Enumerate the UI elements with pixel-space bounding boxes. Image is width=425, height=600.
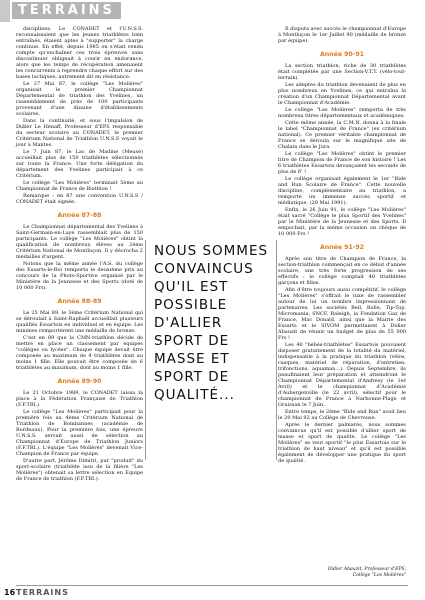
paragraph: Après son titre de Champion de France, la section-triathlon commençait en ce début d'année scolaire, une très forte progression de ses effectifs : le collège comptait 40 triathlètes garçons et filles.	[278, 256, 406, 286]
paragraph: Le 7 Juin 87, le Lac de Madine (Meuse) accueillait plus de 150 triathlètes sélectionnés sur toute la France. Une forte délégation du département des Yvelines participait à ce Critérium.	[16, 149, 143, 179]
section-heading: Année 91-92	[320, 244, 364, 251]
paragraph: Après le dernier palmarès, nous sommes convaincus qu'il est possible d'allier sport de masse et sport de qualité. Le collège "Les Molières" se veut sportif "le plus Essartois sur le triathlon de haut niveau" et qu'il est possible également de développer une pratique du sport de qualité.	[278, 422, 406, 464]
paragraph: Le 27 Mai 87, le collège "Les Molières" organisait le premier Championnat Départemental de triathlon des Yvelines, un rassemblement de près de 100 participants provenant d'une dizaine d'établissements scolaires.	[16, 81, 143, 117]
paragraph: Le collège "Les Molières" participait pour la première fois au 4ème Critérium National de Triathlon de Bombannes (académie de Bordeaux). Pour la première fois, une épreuve U.N.S.S. servait aussi de sélection au Championnat d'Europe de Triathlon Juniors (F.F.TRI.). L'équipe "Les Molières" devenait Vice-Champion de France par équipe.	[16, 409, 143, 457]
paragraph: Entre temps, le 2ème "Ride and Run" avait lieu le 20 Mai 92 au Collège de Chevreuse.	[278, 409, 406, 421]
page-header	[0, 0, 425, 22]
paragraph: Enfin, le 26 Juin 91, le collège "Les Molières" était sacré "Collège le plus Sportif des Yvelines" par le Ministère de la Jeunesse et des Sports. Il empochait, par la même occasion un chèque de 10 000 Frs !	[278, 207, 406, 237]
paragraph: Le collège organisait également le 1er "Ride and Run Scolaire de France". Cette nouvelle discipline, complémentaire au triathlon, a remporté un immense succès sportif et médiatique. (29 Mai 1991).	[278, 176, 406, 206]
section-heading: Année 87-88	[57, 212, 102, 219]
section-heading: Année 88-89	[57, 298, 102, 305]
paragraph: Notons que la même année l'A.S. du collège des Essarts-le-Roi remporta le deuxième prix au concours de la Photo-Sportive organisé par le Ministère de la Jeunesse et des Sports (doté de 10 000 Frs).	[16, 261, 143, 291]
paragraph: Les adeptes du triathlon devenaient de plus en plus nombreux en Yvelines, ce qui entraîna la création d'un Championnat Départemental avant le Championnat d'Académie.	[278, 82, 406, 106]
paragraph: Le 25 Mai 89, le 3ème Critérium National qui se déroulait à Saint-Raphaël accueillait plusieurs qualifiés Essartois en individuel et en équipe. Les minimes remportèrent une médaille de bronze.	[16, 310, 143, 334]
page-number: 16	[4, 588, 16, 597]
paragraph: disciplines. Le CONADET et l'U.N.S.S. reconnaissaient que les jeunes triathlètes bien entraînés, étaient aptes à "supporter" la charge continue. En effet, depuis 1985 on s'était rendu compte qu'enchaîner ces trois épreuves sans discontinuer obligeait à courir en endurance, alors que les temps de récupération amenaient les concurrents à reprendre chaque effort sur des bases tactiques; autrement dit en résistance.	[16, 26, 143, 80]
magazine-logo: TERRAINS	[12, 2, 121, 19]
paragraph: Le collège "Les Molières" obtint le premier titre de Champion de France de son histoire ! Les 6 triathlètes Essartois devançaient les seconds de plus de 6' !	[278, 151, 406, 175]
page-footer	[0, 585, 425, 600]
column-left	[16, 26, 143, 483]
header-bar	[0, 0, 10, 22]
paragraph: C'est en 89 que la CMN-triathlon décide de mettre en place un classement par équipes "collèges ou lycées". Chaque équipe devait être composée au maximum de 4 triathlètes dont au moins 1 fille. Elle pouvait être composée de 6 triathlètes au maximum, dont au moins 1 fille.	[16, 335, 143, 371]
paragraph: Remarque : en 87 une convention U.N.S.S / CONADET était signée.	[16, 193, 143, 205]
section-heading: Année 90-91	[320, 51, 364, 58]
paragraph: Le 21 Octobre 1989, le CONADET laissa la place à la Fédération Française de Triathlon (F.F.TRI.).	[16, 390, 143, 408]
paragraph: Cette même année, la C.M.N. donna à la finale le label "Championnat de France" (ex critérium national). Ce premier véritable championnat de France se déroula sur le magnifique site de Chalain dans le Jura.	[278, 120, 406, 150]
paragraph: D'autre part, Jérôme Dimitri, pur "produit" du sport-scolaire (triathlète issu de la filière "Les Molières") obtenait sa lettre sélection en Equipe de France de triathlon (F.F.TRI.).	[16, 458, 143, 482]
footer-magazine-name: TERRAINS	[16, 588, 69, 597]
paragraph: Dans la continuité, et sous l'impulsion de Didier Le Hénaff, Professeur d'EPS responsable du secteur scolaire au CONADET, le premier Critérium National de Triathlon U.N.S.S voyait le jour à Mantes.	[16, 118, 143, 148]
paragraph: Afin d'être toujours aussi compétitif, le collège "Les Molières" s'offrait le luxe de rassembler autour de lui un nombre impressionnant de partenaires. Les sociétés Bell, Bolle, Tip-Top, Micromania, SNCF, Raleigh, la Fondation Gaz de France, Mac Donald, ainsi que la Mairie des Essarts et le SIVOM permettaient à Didier Abauzit de réunir un budget de plus de 55 000 Frs !	[278, 287, 406, 341]
paragraph: Le collège "Les Molières" remporta de très nombreux titres départementaux et académiques.	[278, 107, 406, 119]
signature-author: Didier Abauzit, Professeur d'EPS,	[327, 567, 406, 572]
paragraph: Les 40 "bébés-triathlètes" Essartois pouvaient disposer gratuitement de la totalité du matériel, indispensable à la pratique du triathlon (vélos, casques, matériel de réparation, d'entretien, trifonctions, aquaman...). Depuis Septembre, ils peaufinaient leur préparation et atteindront le Championnat Départemental d'Andresy (le 1er Avril) et le championnat d'Académie d'Aubergenville (le 22 avril), sélectif pour le championnat de France à Narbonne-Plage et Gruissan le 7 Juin.	[278, 342, 406, 408]
column-right	[278, 26, 406, 465]
pull-quote: NOUS SOMMES CONVAINCUS QU'IL EST POSSIBLE D'ALLIER SPORT DE MASSE ET SPORT DE QUALITÉ...	[154, 243, 269, 403]
signature-org: Collège "Les Molières"	[352, 573, 406, 578]
paragraph: La section triathlon, riche de 30 triathlètes était complétée par une Section-V.T.T. (vélo-tout-terrain).	[278, 63, 406, 81]
pull-quote-box	[145, 240, 277, 460]
signature	[278, 567, 406, 579]
paragraph: Le collège "Les Molières" terminait 5ème au Championnat de France de Biathlon !	[16, 180, 143, 192]
footer-rule	[16, 585, 408, 586]
paragraph: Le Championnat départemental des Yvelines à Saint-Germain-en-Laye rassemblait plus de 150 participants. Le collège "Les Molières" obtint la qualification de nombreux élèves au 2ème Critérium National de Montluçon. Il y décrocha 2 médailles d'argent.	[16, 224, 143, 260]
section-heading: Année 89-90	[57, 378, 102, 385]
paragraph: Il disputa avec succès le championnat d'Europe à Montluçon le 1er Juillet 90 (médaille de bronze par équipe).	[278, 26, 406, 44]
